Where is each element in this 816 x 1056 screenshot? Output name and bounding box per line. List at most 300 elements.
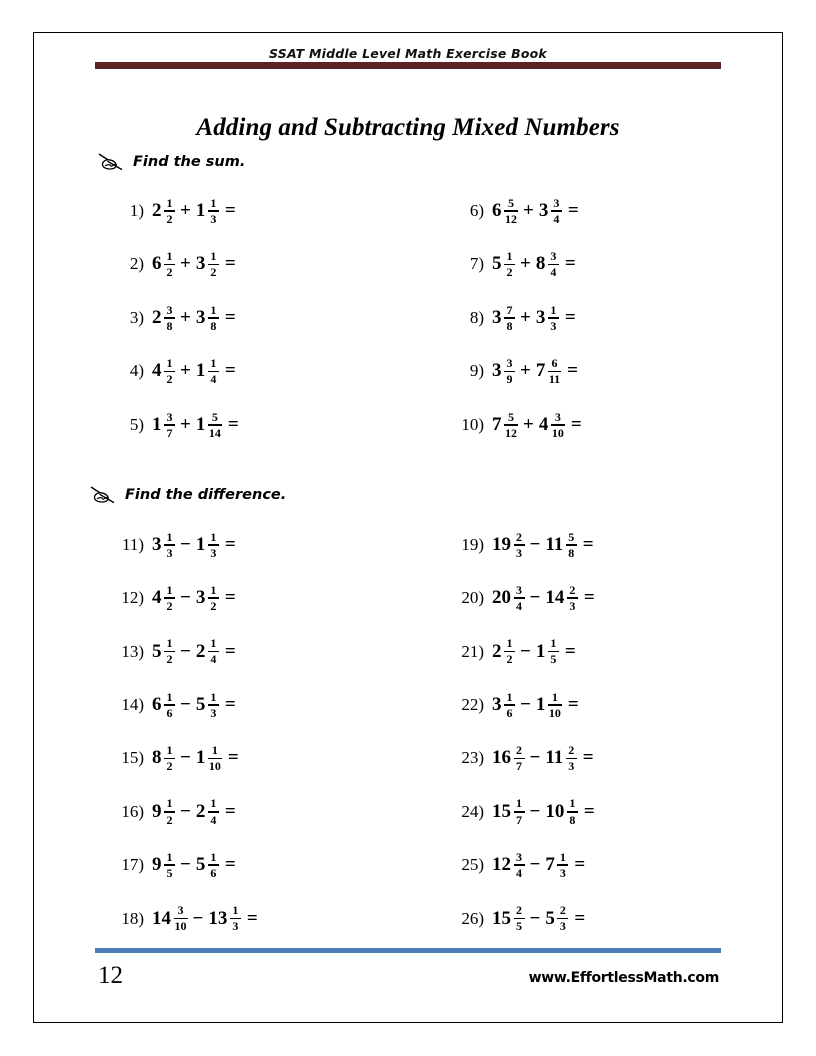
numerator: 3 (506, 356, 513, 370)
mixed-number-first (152, 530, 175, 559)
mixed-number-first (152, 357, 175, 386)
site-url: www.EffortlessMath.com (528, 970, 719, 986)
problem-item (118, 797, 258, 850)
operator: + (180, 253, 191, 275)
fraction (504, 304, 515, 333)
fraction (208, 531, 219, 560)
fraction (164, 304, 175, 333)
fraction (208, 851, 219, 880)
equals-sign: = (224, 587, 236, 609)
mixed-number-second (196, 357, 219, 386)
equals-sign: = (567, 694, 579, 716)
denominator: 12 (505, 211, 517, 226)
fraction (208, 691, 219, 720)
denominator: 2 (506, 265, 513, 280)
problem-expression (492, 690, 579, 719)
fraction (504, 411, 518, 440)
whole-part: 2 (195, 800, 206, 822)
denominator: 2 (166, 265, 173, 280)
numerator: 2 (568, 743, 575, 758)
operator: + (523, 413, 534, 435)
denominator: 8 (166, 318, 173, 333)
numerator: 1 (569, 796, 576, 811)
whole-part: 3 (195, 587, 206, 609)
mixed-number-second (536, 303, 559, 332)
fraction (514, 531, 525, 560)
whole-part: 7 (535, 360, 546, 382)
problem-item (118, 303, 239, 357)
denominator: 10 (174, 919, 187, 934)
problem-number: 7) (469, 254, 484, 274)
equals-sign: = (246, 907, 258, 929)
mixed-number-first (492, 744, 525, 773)
whole-part: 3 (195, 306, 206, 328)
numerator: 3 (553, 195, 560, 210)
numerator: 2 (569, 582, 576, 597)
fraction (164, 691, 175, 720)
numerator: 1 (551, 689, 558, 704)
numerator: 1 (550, 636, 557, 651)
operator: − (529, 854, 541, 876)
footer-rule (95, 948, 721, 953)
fraction (567, 797, 578, 826)
section-label: Find the difference. (125, 487, 287, 503)
problem-item (458, 357, 582, 411)
problem-column-sum-left (118, 196, 239, 464)
denominator: 3 (210, 211, 217, 226)
mixed-number-second (545, 850, 568, 879)
fraction (208, 411, 222, 440)
numerator: 3 (166, 409, 173, 424)
problem-number: 22) (461, 695, 484, 715)
whole-part: 1 (195, 747, 206, 769)
equals-sign: = (224, 533, 236, 555)
denominator: 10 (208, 759, 221, 774)
numerator: 1 (166, 636, 173, 651)
fraction (514, 584, 525, 613)
operator: + (520, 306, 531, 328)
whole-part: 5 (195, 854, 206, 876)
fraction (567, 584, 578, 613)
mixed-number-first (152, 637, 175, 666)
problem-item (458, 583, 595, 636)
denominator: 10 (551, 425, 564, 440)
problem-expression (492, 744, 594, 773)
denominator: 11 (548, 372, 561, 387)
whole-part: 4 (152, 587, 162, 609)
denominator: 14 (208, 425, 221, 440)
problem-item (118, 530, 258, 583)
mixed-number-first (492, 583, 525, 612)
operator: − (180, 587, 191, 609)
problem-item (458, 690, 595, 743)
denominator: 3 (210, 545, 217, 560)
denominator: 5 (550, 652, 557, 667)
whole-part: 8 (152, 747, 162, 769)
denominator: 4 (516, 866, 522, 881)
equals-sign: = (224, 694, 236, 716)
numerator: 3 (177, 903, 184, 918)
denominator: 5 (166, 866, 173, 881)
denominator: 2 (166, 812, 173, 827)
problem-expression (152, 357, 236, 386)
numerator: 5 (508, 409, 514, 424)
numerator: 1 (166, 356, 173, 370)
denominator: 3 (568, 759, 575, 774)
fraction (504, 250, 515, 279)
denominator: 12 (505, 425, 517, 440)
whole-part: 3 (492, 306, 502, 328)
equals-sign: = (224, 640, 236, 662)
problem-item (118, 250, 239, 304)
equals-sign: = (224, 800, 236, 822)
numerator: 3 (166, 302, 173, 317)
fraction (174, 904, 188, 933)
fraction (566, 531, 577, 560)
fraction (548, 691, 562, 720)
whole-part: 8 (535, 253, 546, 275)
denominator: 8 (506, 318, 513, 333)
numerator: 1 (232, 903, 239, 918)
equals-sign: = (582, 533, 594, 555)
whole-part: 9 (152, 800, 162, 822)
denominator: 4 (210, 812, 217, 827)
whole-part: 3 (152, 533, 162, 555)
mixed-number-second (196, 530, 219, 559)
mixed-number-second (539, 196, 562, 225)
whole-part: 6 (492, 199, 502, 221)
header-rule (95, 62, 721, 69)
problem-expression (492, 904, 585, 933)
problem-item (458, 850, 595, 903)
whole-part: 1 (195, 199, 206, 221)
fraction (164, 411, 175, 440)
mixed-number-second (196, 410, 222, 439)
equals-sign: = (564, 306, 576, 328)
denominator: 3 (569, 599, 576, 614)
numerator: 2 (516, 903, 522, 918)
whole-part: 1 (535, 694, 546, 716)
mixed-number-first (492, 250, 515, 279)
problem-number: 3) (129, 307, 144, 327)
problem-expression (492, 850, 585, 879)
mixed-number-second (196, 637, 219, 666)
whole-part: 3 (492, 360, 502, 382)
whole-part: 6 (152, 253, 162, 275)
fraction (504, 691, 515, 720)
fraction (504, 637, 515, 666)
problem-number: 8) (469, 307, 484, 327)
denominator: 8 (210, 318, 217, 333)
fraction (208, 357, 219, 386)
problem-item (118, 410, 239, 464)
whole-part: 1 (195, 360, 206, 382)
whole-part: 4 (152, 360, 162, 382)
numerator: 1 (210, 529, 217, 544)
denominator: 8 (568, 545, 575, 560)
operator: + (520, 253, 531, 275)
problem-number: 12) (121, 588, 144, 608)
denominator: 2 (166, 211, 173, 226)
equals-sign: = (224, 253, 236, 275)
whole-part: 19 (492, 533, 511, 555)
problem-number: 10) (461, 414, 484, 434)
problem-number: 26) (461, 908, 484, 928)
operator: + (180, 199, 191, 221)
whole-part: 5 (492, 253, 502, 275)
whole-part: 1 (535, 640, 546, 662)
numerator: 1 (516, 796, 522, 811)
running-head: SSAT Middle Level Math Exercise Book (269, 46, 547, 61)
whole-part: 6 (152, 694, 162, 716)
whole-part: 9 (152, 854, 162, 876)
denominator: 2 (166, 759, 173, 774)
problem-expression (152, 690, 236, 719)
problem-column-sum-right (458, 196, 582, 464)
equals-sign: = (224, 360, 236, 382)
problem-item (458, 196, 582, 250)
equals-sign: = (583, 800, 595, 822)
whole-part: 3 (538, 199, 549, 221)
whole-part: 5 (195, 694, 206, 716)
operator: − (180, 854, 191, 876)
mixed-number-first (492, 637, 515, 666)
mixed-number-second (545, 744, 576, 773)
fraction (164, 797, 175, 826)
mixed-number-first (492, 797, 525, 826)
denominator: 6 (166, 705, 173, 720)
equals-sign: = (227, 413, 239, 435)
numerator: 1 (166, 796, 173, 811)
numerator: 1 (210, 249, 217, 263)
whole-part: 7 (492, 413, 502, 435)
mixed-number-first (152, 303, 175, 332)
numerator: 1 (166, 689, 173, 704)
mixed-number-first (152, 850, 175, 879)
quill-pen-icon (98, 152, 124, 172)
whole-part: 20 (492, 587, 511, 609)
denominator: 2 (506, 652, 513, 667)
problem-item (458, 797, 595, 850)
fraction (164, 531, 175, 560)
problem-number: 21) (461, 641, 484, 661)
mixed-number-first (152, 904, 188, 933)
mixed-number-first (152, 410, 175, 439)
numerator: 1 (210, 195, 217, 210)
numerator: 1 (210, 689, 217, 704)
problem-expression (152, 410, 239, 439)
whole-part: 2 (152, 199, 162, 221)
problem-number: 11) (121, 534, 144, 554)
problem-number: 9) (469, 361, 484, 381)
problem-expression (152, 303, 236, 332)
problem-expression (492, 303, 576, 332)
numerator: 1 (166, 743, 173, 758)
fraction (548, 250, 559, 279)
mixed-number-second (196, 303, 219, 332)
operator: − (180, 533, 191, 555)
denominator: 3 (232, 919, 239, 934)
operator: − (192, 907, 204, 929)
operator: + (523, 199, 534, 221)
whole-part: 1 (152, 413, 162, 435)
problem-number: 18) (121, 908, 144, 928)
mixed-number-second (196, 744, 222, 773)
problem-item (458, 303, 582, 357)
section-header-find-the-difference (90, 485, 286, 505)
numerator: 3 (554, 409, 561, 424)
numerator: 1 (506, 689, 513, 704)
operator: − (180, 800, 191, 822)
numerator: 1 (210, 636, 217, 651)
numerator: 1 (166, 849, 173, 864)
operator: − (529, 587, 541, 609)
fraction (551, 197, 562, 226)
numerator: 1 (550, 302, 557, 317)
denominator: 3 (550, 318, 557, 333)
denominator: 4 (210, 652, 217, 667)
numerator: 1 (166, 249, 173, 263)
denominator: 3 (210, 705, 217, 720)
problem-column-difference-right (458, 530, 595, 957)
numerator: 3 (516, 849, 522, 864)
fraction (208, 797, 219, 826)
numerator: 6 (551, 356, 558, 370)
problem-expression (492, 196, 579, 225)
operator: − (180, 694, 191, 716)
mixed-number-second (196, 250, 219, 279)
fraction (514, 851, 525, 880)
denominator: 8 (569, 812, 576, 827)
whole-part: 2 (152, 306, 162, 328)
denominator: 6 (506, 705, 513, 720)
numerator: 1 (166, 582, 173, 597)
fraction (164, 851, 175, 880)
numerator: 1 (211, 743, 218, 758)
whole-part: 1 (195, 413, 206, 435)
equals-sign: = (583, 587, 595, 609)
fraction (208, 584, 219, 613)
operator: + (520, 360, 531, 382)
fraction (208, 637, 219, 666)
problem-expression (152, 850, 236, 879)
whole-part: 14 (545, 587, 565, 609)
mixed-number-second (196, 850, 219, 879)
problem-expression (492, 797, 595, 826)
denominator: 4 (550, 265, 557, 280)
fraction (514, 904, 525, 933)
denominator: 5 (516, 919, 522, 934)
problem-item (458, 637, 595, 690)
whole-part: 12 (492, 854, 511, 876)
problem-item (118, 583, 258, 636)
mixed-number-second (536, 690, 562, 719)
whole-part: 3 (492, 694, 502, 716)
fraction (164, 197, 175, 226)
numerator: 7 (506, 302, 513, 317)
fraction (504, 197, 518, 226)
mixed-number-second (208, 904, 241, 933)
problem-number: 1) (129, 200, 144, 220)
numerator: 1 (506, 636, 513, 651)
fraction (164, 357, 175, 386)
page-title: Adding and Subtracting Mixed Numbers (196, 113, 620, 141)
problem-item (458, 744, 595, 797)
whole-part: 14 (152, 907, 171, 929)
numerator: 1 (210, 849, 217, 864)
numerator: 5 (211, 409, 218, 424)
quill-pen-icon (90, 485, 116, 505)
problem-expression (152, 250, 236, 279)
operator: − (529, 907, 541, 929)
fraction (208, 197, 219, 226)
denominator: 2 (210, 599, 217, 614)
mixed-number-second (539, 410, 565, 439)
operator: + (180, 413, 191, 435)
problem-number: 13) (121, 641, 144, 661)
denominator: 7 (516, 812, 522, 827)
whole-part: 11 (545, 747, 564, 769)
fraction (208, 250, 219, 279)
mixed-number-second (536, 637, 559, 666)
fraction (164, 250, 175, 279)
mixed-number-first (492, 410, 518, 439)
problem-column-difference-left (118, 530, 258, 957)
mixed-number-second (545, 583, 578, 612)
equals-sign: = (227, 747, 239, 769)
problem-number: 23) (461, 748, 484, 768)
denominator: 2 (166, 652, 173, 667)
denominator: 3 (166, 545, 173, 560)
problem-number: 6) (469, 200, 484, 220)
whole-part: 2 (492, 640, 502, 662)
fraction (514, 797, 525, 826)
operator: − (529, 533, 541, 555)
fraction (548, 357, 561, 386)
problem-number: 2) (129, 254, 144, 274)
mixed-number-first (492, 357, 515, 386)
problem-number: 5) (129, 414, 144, 434)
problem-item (118, 690, 258, 743)
mixed-number-first (152, 690, 175, 719)
problem-expression (152, 797, 236, 826)
problem-number: 19) (461, 534, 484, 554)
denominator: 3 (516, 545, 522, 560)
mixed-number-second (545, 530, 576, 559)
fraction (164, 744, 175, 773)
problem-expression (152, 530, 236, 559)
numerator: 2 (516, 743, 522, 758)
mixed-number-second (536, 357, 561, 386)
operator: − (529, 747, 541, 769)
problem-expression (152, 196, 236, 225)
mixed-number-second (536, 250, 559, 279)
problem-expression (492, 637, 576, 666)
denominator: 3 (559, 919, 566, 934)
problem-expression (492, 583, 595, 612)
equals-sign: = (570, 413, 582, 435)
whole-part: 7 (545, 854, 555, 876)
equals-sign: = (224, 199, 236, 221)
numerator: 5 (508, 195, 514, 210)
operator: − (180, 747, 191, 769)
page-number: 12 (98, 962, 123, 989)
denominator: 2 (166, 372, 173, 387)
operator: + (180, 306, 191, 328)
problem-expression (152, 744, 239, 773)
problem-item (458, 530, 595, 583)
fraction (557, 851, 568, 880)
